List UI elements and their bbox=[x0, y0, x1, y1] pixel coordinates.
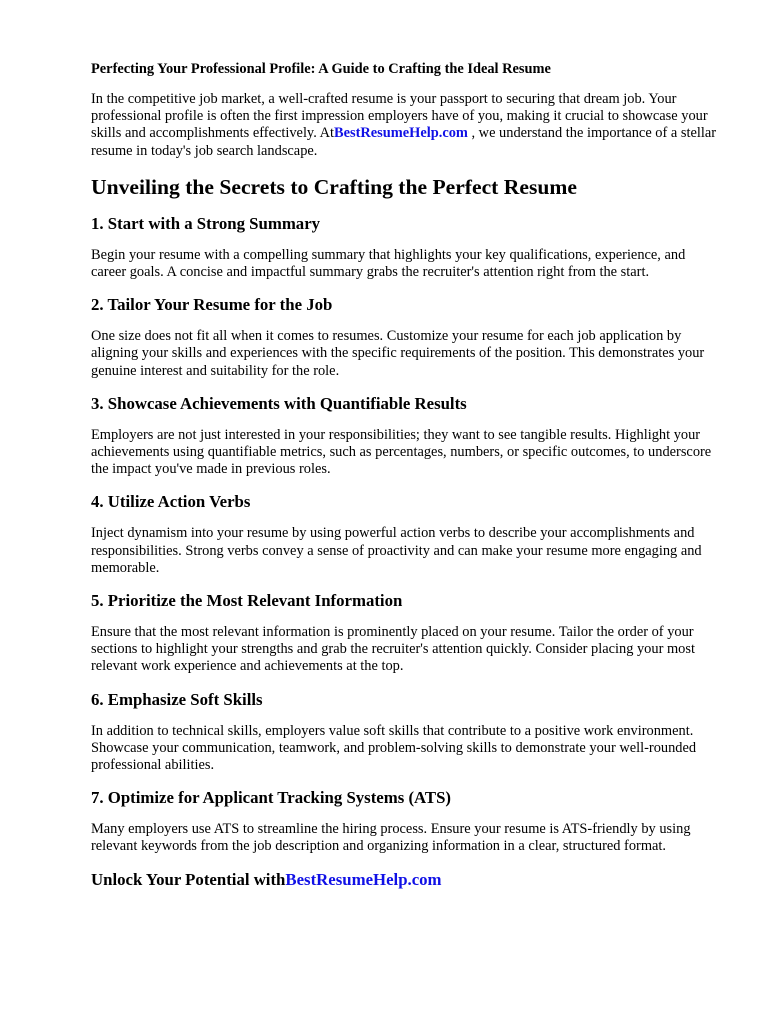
section-heading-action-verbs: 4. Utilize Action Verbs bbox=[91, 492, 251, 512]
section-body-ats: Many employers use ATS to streamline the hiring process. Ensure your resume is ATS-friendly by using relevant keywords from the job description and organizing information in a clear, structured format. bbox=[91, 821, 691, 855]
closing-heading bbox=[91, 870, 720, 890]
section-body-summary: Begin your resume with a compelling summary that highlights your key qualifications, experience, and career goals. A concise and impactful summary grabs the recruiter's attention right from the start. bbox=[91, 246, 686, 281]
section-heading-relevant-info: 5. Prioritize the Most Relevant Information bbox=[91, 591, 403, 611]
intro-bestresumehelp-link[interactable]: BestResumeHelp.com bbox=[334, 125, 468, 142]
section-heading-soft-skills: 6. Emphasize Soft Skills bbox=[91, 689, 263, 709]
section-heading-summary: 1. Start with a Strong Summary bbox=[91, 213, 321, 233]
intro-text-after-link: , we understand the importance of a stellar resume in today's job search landscape. bbox=[91, 125, 717, 159]
section-body-relevant-info: Ensure that the most relevant information is prominently placed on your resume. Tailor the order of your sections to highlight your strengths and grab the recruiter's attention quickly. Consider placing your most relevant work experience and achievements at the top. bbox=[91, 624, 695, 675]
document-title: Perfecting Your Professional Profile: A Guide to Crafting the Ideal Resume bbox=[91, 61, 551, 77]
section-body-action-verbs: Inject dynamism into your resume by using powerful action verbs to describe your accomplishments and responsibilities. Strong verbs convey a sense of proactivity and can make your resume more engaging and memorable. bbox=[91, 525, 702, 576]
section-body-achievements: Employers are not just interested in your responsibilities; they want to see tangible results. Highlight your achievements using quantifiable metrics, such as percentages, numbers, or specific outcomes, to underscore the impact you've made in previous roles. bbox=[91, 426, 712, 478]
section-heading-achievements: 3. Showcase Achievements with Quantifiable Results bbox=[91, 393, 467, 413]
main-heading: Unveiling the Secrets to Crafting the Perfect Resume bbox=[91, 174, 577, 199]
intro-text-before-link: In the competitive job market, a well-crafted resume is your passport to securing that dream job. Your professional profile is often the first impression employers have of you, making it crucial to showcase your skills and accomplishments effectively. At bbox=[91, 91, 708, 142]
closing-bestresumehelp-link[interactable]: BestResumeHelp.com bbox=[285, 869, 442, 889]
closing-text: Unlock Your Potential with bbox=[91, 869, 286, 889]
section-heading-tailor: 2. Tailor Your Resume for the Job bbox=[91, 295, 333, 315]
section-body-tailor: One size does not fit all when it comes to resumes. Customize your resume for each job application by aligning your skills and experiences with the specific requirements of the position. This demonstrates your genuine interest and suitability for the role. bbox=[91, 328, 705, 379]
intro-paragraph bbox=[91, 91, 720, 160]
section-body-soft-skills: In addition to technical skills, employers value soft skills that contribute to a positive work environment. Showcase your communication, teamwork, and problem-solving skills to demonstrate your well-rounded professional abilities. bbox=[91, 722, 697, 774]
section-heading-ats: 7. Optimize for Applicant Tracking Systems (ATS) bbox=[91, 788, 452, 808]
